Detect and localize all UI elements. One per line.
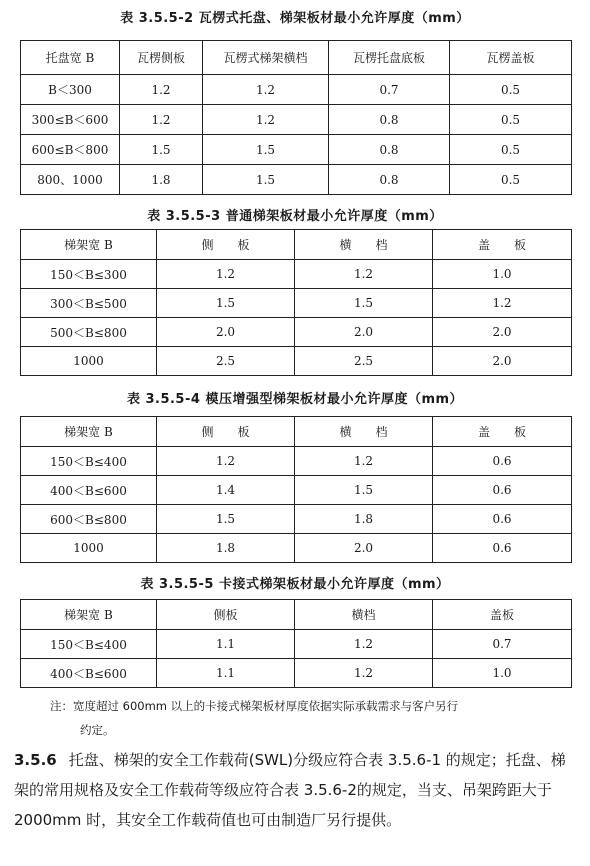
- table-cell: 1.2: [157, 447, 295, 476]
- table-cell: 1.8: [120, 165, 203, 195]
- table-row: [21, 659, 572, 688]
- table-row: [21, 135, 572, 165]
- column-header: 瓦楞托盘底板: [329, 41, 450, 75]
- table-cell: 1.2: [203, 75, 329, 105]
- column-header: 梯架宽 B: [21, 600, 157, 630]
- table-cell: 600＜B≤800: [21, 505, 157, 534]
- clause-text: 托盘、梯架的安全工作载荷(SWL)分级应符合表 3.5.6-1 的规定；托盘、梯架的常用规格及安全工作载荷等级应符合表 3.5.6-2的规定，当支、吊架跨距大于 2000mm 时，其安全工作载荷值也可由制造厂另行提供。: [14, 751, 566, 829]
- table-cell: 0.6: [433, 476, 572, 505]
- column-header: 瓦楞盖板: [450, 41, 572, 75]
- table-row: [21, 75, 572, 105]
- table-cell: 0.5: [450, 135, 572, 165]
- column-header: 侧 板: [157, 417, 295, 447]
- table-cell: 1.1: [157, 659, 295, 688]
- table-cell: 1.0: [433, 659, 572, 688]
- table-row: [21, 447, 572, 476]
- table-row: [21, 505, 572, 534]
- table-cell: 2.5: [295, 347, 433, 376]
- column-header: 侧板: [157, 600, 295, 630]
- table-title: 表 3.5.5-2 瓦楞式托盘、梯架板材最小允许厚度（mm）: [120, 11, 470, 26]
- column-header: 侧 板: [157, 230, 295, 260]
- column-header: 梯架宽 B: [21, 417, 157, 447]
- note-line: 约定。: [80, 723, 115, 737]
- table-cell: 0.6: [433, 447, 572, 476]
- table-cell: 0.8: [329, 135, 450, 165]
- table-cell: 2.0: [295, 534, 433, 563]
- clause-paragraph: [14, 745, 580, 835]
- table-cell: 1.5: [295, 476, 433, 505]
- table-cell: 800、1000: [21, 165, 120, 195]
- table-cell: 1.5: [120, 135, 203, 165]
- table-row: [21, 347, 572, 376]
- column-header: 盖板: [433, 600, 572, 630]
- table-title: 表 3.5.5-5 卡接式梯架板材最小允许厚度（mm）: [140, 577, 450, 592]
- table-cell: 1.4: [157, 476, 295, 505]
- table-cell: 1.2: [120, 105, 203, 135]
- table-cell: 2.5: [157, 347, 295, 376]
- table-cell: 0.7: [433, 630, 572, 659]
- table-cell: 1000: [21, 534, 157, 563]
- table-cell: 1.2: [295, 630, 433, 659]
- table-cell: 150＜B≤400: [21, 630, 157, 659]
- table-cell: 2.0: [157, 318, 295, 347]
- table-cell: 1.2: [295, 659, 433, 688]
- table-cell: 0.6: [433, 534, 572, 563]
- table-cell: 1.2: [433, 289, 572, 318]
- table-cell: 1.2: [295, 447, 433, 476]
- table-cell: 1.2: [120, 75, 203, 105]
- table-cell: B＜300: [21, 75, 120, 105]
- column-header: 盖 板: [433, 230, 572, 260]
- table-row: [21, 534, 572, 563]
- table-cell: 300≤B＜600: [21, 105, 120, 135]
- clause-number: 3.5.6: [14, 751, 57, 769]
- thickness-table-molded: [20, 416, 572, 563]
- table-cell: 1.2: [203, 105, 329, 135]
- table-cell: 150＜B≤300: [21, 260, 157, 289]
- table-note: [50, 694, 582, 742]
- table-cell: 400＜B≤600: [21, 659, 157, 688]
- table-cell: 1.1: [157, 630, 295, 659]
- table-cell: 1.5: [203, 165, 329, 195]
- table-row: [21, 165, 572, 195]
- column-header: 梯架宽 B: [21, 230, 157, 260]
- table-cell: 0.5: [450, 165, 572, 195]
- column-header: 盖 板: [433, 417, 572, 447]
- table-cell: 1.5: [295, 289, 433, 318]
- table-cell: 0.8: [329, 165, 450, 195]
- column-header: 横 档: [295, 417, 433, 447]
- table-cell: 1.5: [203, 135, 329, 165]
- table-cell: 0.6: [433, 505, 572, 534]
- table-row: [21, 105, 572, 135]
- table-row: [21, 630, 572, 659]
- table-cell: 1.5: [157, 289, 295, 318]
- table-cell: 1000: [21, 347, 157, 376]
- table-cell: 2.0: [433, 347, 572, 376]
- table-cell: 500＜B≤800: [21, 318, 157, 347]
- column-header: 瓦楞式梯架横档: [203, 41, 329, 75]
- table-cell: 300＜B≤500: [21, 289, 157, 318]
- table-cell: 1.0: [433, 260, 572, 289]
- column-header: 横档: [295, 600, 433, 630]
- table-cell: 2.0: [433, 318, 572, 347]
- table-row: [21, 289, 572, 318]
- table-row: [21, 318, 572, 347]
- table-cell: 1.2: [157, 260, 295, 289]
- table-row: [21, 476, 572, 505]
- thickness-table-snap-fit: [20, 599, 572, 688]
- table-cell: 2.0: [295, 318, 433, 347]
- table-title: 表 3.5.5-4 模压增强型梯架板材最小允许厚度（mm）: [126, 392, 464, 407]
- table-title: 表 3.5.5-3 普通梯架板材最小允许厚度（mm）: [147, 209, 443, 224]
- table-cell: 1.8: [157, 534, 295, 563]
- thickness-table-standard: [20, 229, 572, 376]
- table-cell: 400＜B≤600: [21, 476, 157, 505]
- table-row: [21, 260, 572, 289]
- table-cell: 600≤B＜800: [21, 135, 120, 165]
- table-cell: 0.5: [450, 105, 572, 135]
- table-cell: 1.5: [157, 505, 295, 534]
- table-cell: 0.8: [329, 105, 450, 135]
- table-cell: 0.7: [329, 75, 450, 105]
- column-header: 托盘宽 B: [21, 41, 120, 75]
- column-header: 横 档: [295, 230, 433, 260]
- table-cell: 1.2: [295, 260, 433, 289]
- table-cell: 0.5: [450, 75, 572, 105]
- table-cell: 1.8: [295, 505, 433, 534]
- column-header: 瓦楞侧板: [120, 41, 203, 75]
- table-cell: 150＜B≤400: [21, 447, 157, 476]
- note-line: 注：宽度超过 600mm 以上的卡接式梯架板材厚度依据实际承载需求与客户另行: [50, 699, 459, 713]
- thickness-table-corrugated: [20, 40, 572, 195]
